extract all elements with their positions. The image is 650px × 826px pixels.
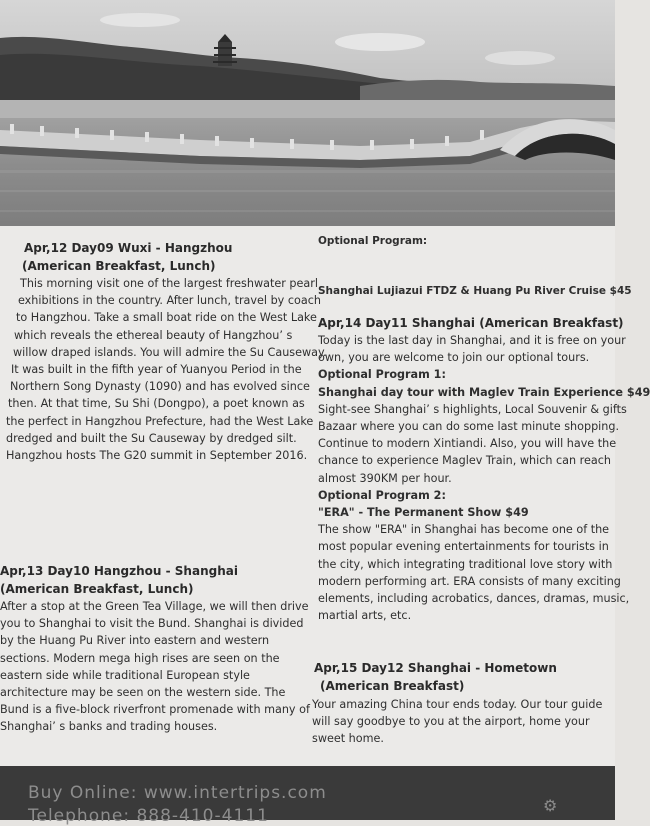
day10-line: by the Huang Pu River into eastern and western bbox=[0, 634, 270, 648]
day12-line: will say goodbye to you at the airport, home your bbox=[312, 715, 590, 729]
day09-line: to Hangzhou. Take a small boat ride on the West Lake bbox=[16, 311, 317, 325]
prog1-label: Optional Program 1: bbox=[318, 368, 446, 382]
prog1-line: almost 390KM per hour. bbox=[318, 471, 452, 485]
prog1-line: Bazaar where you can do some last minute shopping. bbox=[318, 420, 620, 434]
prog2-line: elements, including acrobatics, dances, dramas, music, bbox=[318, 592, 630, 606]
day12-meals: (American Breakfast) bbox=[320, 679, 465, 693]
prog2-line: the city, which integrating traditional love story with bbox=[318, 557, 613, 571]
prog1-line: chance to experience Maglev Train, which can reach bbox=[318, 454, 611, 468]
lake-scene bbox=[0, 0, 615, 232]
day09-line: the perfect in Hangzhou Prefecture, had the West Lake bbox=[6, 414, 314, 428]
day10-title: Apr,13 Day10 Hangzhou - Shanghai bbox=[0, 564, 238, 578]
day10-line: you to Shanghai to visit the Bund. Shanghai is divided bbox=[0, 617, 304, 631]
header-photo bbox=[0, 0, 615, 232]
day11-line: own, you are welcome to join our optional tours. bbox=[318, 351, 590, 365]
day10-line: sections. Modern mega high rises are seen on the bbox=[0, 651, 280, 665]
day09-line: dredged and built the Su Causeway by dredged silt. bbox=[6, 431, 297, 445]
day10-body bbox=[0, 598, 310, 736]
prog2-title: "ERA" - The Permanent Show $49 bbox=[318, 506, 529, 520]
prog2-line: most popular evening entertainments for tourists in bbox=[318, 540, 609, 554]
prog2-line: martial arts, etc. bbox=[318, 609, 412, 623]
prog1-title: Shanghai day tour with Maglev Train Experience $49 bbox=[318, 385, 650, 399]
day09-meals: (American Breakfast, Lunch) bbox=[22, 259, 216, 273]
day09-title: Apr,12 Day09 Wuxi - Hangzhou bbox=[24, 241, 233, 255]
gear-icon: ⚙ bbox=[543, 796, 558, 815]
prog2-line: The show "ERA" in Shanghai has become one of the bbox=[318, 523, 610, 537]
prog1-line: Sight-see Shanghai’ s highlights, Local Souvenir & gifts bbox=[318, 402, 627, 416]
day10-line: Shanghai’ s banks and trading houses. bbox=[0, 720, 218, 734]
day09-line: then. At that time, Su Shi (Dongpo), a poet known as bbox=[8, 397, 305, 411]
prog2-label: Optional Program 2: bbox=[318, 488, 446, 502]
optional-item: Shanghai Lujiazui FTDZ & Huang Pu River Cruise $45 bbox=[318, 285, 632, 297]
day12-line: sweet home. bbox=[312, 732, 384, 746]
day11-title: Apr,14 Day11 Shanghai (American Breakfast) bbox=[318, 316, 624, 330]
day09-line: Northern Song Dynasty (1090) and has evolved since bbox=[10, 380, 310, 394]
day09-line: which reveals the ethereal beauty of Hangzhou’ s bbox=[14, 328, 293, 342]
day12-line: Your amazing China tour ends today. Our tour guide bbox=[312, 698, 603, 711]
day09-line: exhibitions in the country. After lunch, travel by coach bbox=[18, 294, 321, 308]
footer-bar bbox=[0, 766, 615, 826]
day12-title: Apr,15 Day12 Shanghai - Hometown bbox=[314, 661, 557, 675]
day09-line: It was built in the fifth year of Yuanyou Period in the bbox=[11, 363, 302, 377]
day12-body bbox=[312, 696, 602, 748]
day11-line: Today is the last day in Shanghai, and it is free on your bbox=[318, 334, 626, 347]
buy-online-link[interactable]: Buy Online: www.intertrips.com bbox=[28, 783, 327, 803]
day11-body bbox=[318, 332, 650, 624]
optional-label: Optional Program: bbox=[318, 235, 428, 247]
prog2-line: modern performing art. ERA consists of many exciting bbox=[318, 574, 621, 588]
day10-line: After a stop at the Green Tea Village, we will then drive bbox=[0, 600, 309, 613]
day10-line: eastern side while traditional European style bbox=[0, 668, 250, 682]
day10-meals: (American Breakfast, Lunch) bbox=[0, 582, 194, 596]
day09-line: This morning visit one of the largest freshwater pearl bbox=[20, 277, 318, 290]
day09-body bbox=[6, 275, 327, 464]
day10-line: Bund is a five-block riverfront promenade with many of bbox=[0, 703, 310, 717]
telephone: Telephone: 888-410-4111 bbox=[28, 806, 269, 826]
day09-line: Hangzhou hosts The G20 summit in September 2016. bbox=[6, 449, 308, 463]
prog1-line: Continue to modern Xintiandi. Also, you will have the bbox=[318, 437, 617, 451]
day09-line: willow draped islands. You will admire the Su Causeway. bbox=[13, 345, 327, 359]
day10-line: architecture may be seen on the western side. The bbox=[0, 686, 286, 700]
